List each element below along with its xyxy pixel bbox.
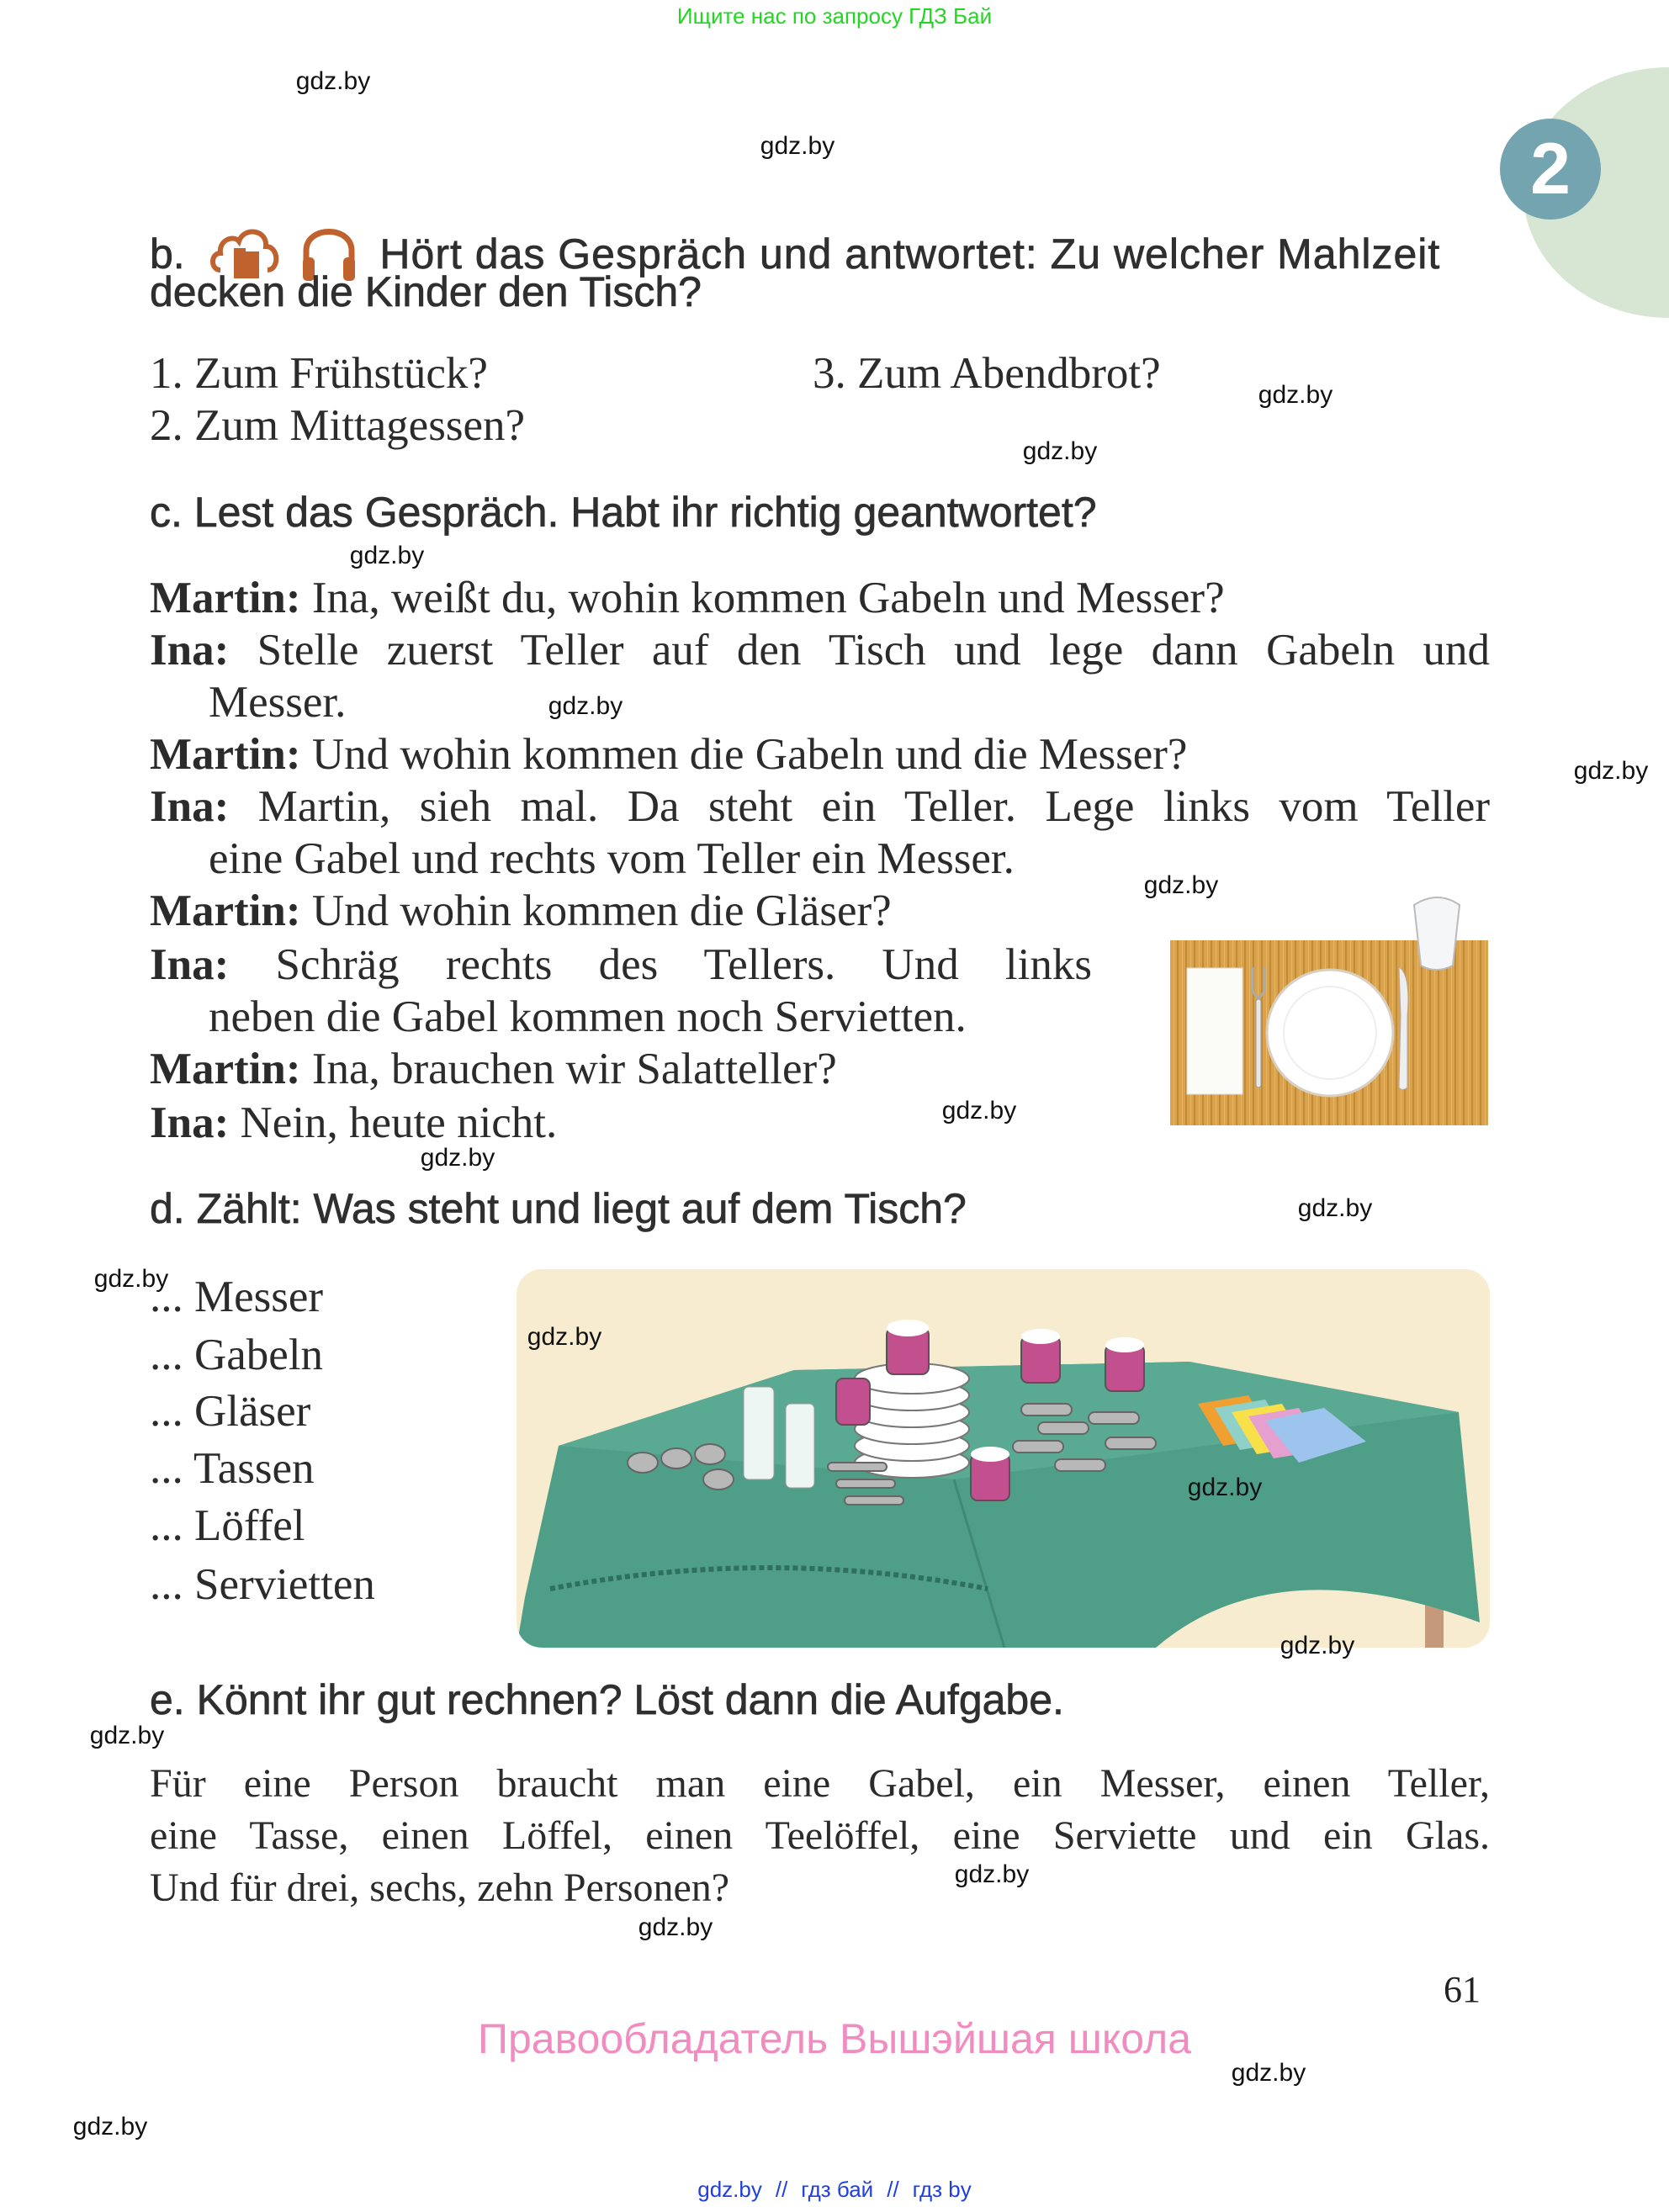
watermark: gdz.by [93, 1265, 169, 1293]
speaker: Martin: [150, 574, 301, 622]
dialogue-line [209, 676, 1490, 728]
section-e-title: e. Könnt ihr gut rechnen? Löst dann die Aufgabe. [150, 1676, 1064, 1723]
count-item-forks: ... Gabeln [150, 1331, 324, 1379]
speaker: Ina: [150, 626, 230, 675]
dialogue-line [209, 833, 1490, 885]
utterance: eine Gabel und rechts vom Teller ein Messer. [209, 834, 1015, 883]
watermark: gdz.by [420, 1144, 495, 1172]
utterance: Messer. [209, 678, 347, 727]
watermark: gdz.by [954, 1860, 1030, 1888]
footer-link-gdz-bai[interactable]: гдз бай [801, 2177, 874, 2202]
watermark: gdz.by [1573, 757, 1649, 785]
count-item-spoons: ... Löffel [150, 1501, 305, 1550]
watermark: gdz.by [89, 1722, 165, 1749]
watermark: gdz.by [349, 542, 425, 569]
watermark: gdz.by [1297, 1194, 1373, 1222]
watermark: gdz.by [72, 2113, 148, 2141]
watermark: gdz.by [941, 1097, 1017, 1125]
dialogue-line [150, 728, 1490, 781]
utterance: Und wohin kommen die Gläser? [300, 886, 892, 935]
copyright-notice: Правообладатель Вышэйшая школа [478, 2015, 1191, 2062]
count-item-napkins: ... Servietten [150, 1560, 375, 1609]
footer-link-gdz-by-cyr[interactable]: гдз by [912, 2177, 972, 2202]
section-d-title: d. Zählt: Was steht und liegt auf dem Tisch? [150, 1185, 967, 1232]
dialogue-line [150, 624, 1490, 676]
section-c-title: c. Lest das Gespräch. Habt ihr richtig geantwortet? [150, 489, 1097, 536]
option-2: 2. Zum Mittagessen? [150, 401, 525, 450]
dialogue-line [150, 939, 1092, 991]
watermark: gdz.by [527, 1323, 602, 1351]
watermark: gdz.by [1187, 1474, 1263, 1501]
speaker: Ina: [150, 782, 230, 831]
task-line-2: eine Tasse, einen Löffel, einen Teelöffel, eine Serviette und ein Glas. [150, 1813, 1490, 1858]
utterance: Schräg rechts des Tellers. Und links [229, 940, 1092, 989]
speaker: Martin: [150, 886, 301, 935]
watermark: gdz.by [760, 132, 835, 160]
dialogue-line [150, 1043, 1092, 1095]
page-number: 61 [1444, 1969, 1481, 2010]
watermark: gdz.by [1022, 437, 1098, 465]
speaker: Martin: [150, 730, 301, 779]
dialogue-line [150, 781, 1490, 833]
search-banner: Ищите нас по запросу ГДЗ Бай [676, 3, 993, 29]
option-3: 3. Zum Abendbrot? [813, 349, 1161, 398]
footer-links [0, 2177, 1669, 2203]
count-item-cups: ... Tassen [150, 1444, 315, 1493]
speaker: Ina: [150, 940, 230, 989]
utterance: Ina, weißt du, wohin kommen Gabeln und Messer? [300, 574, 1225, 622]
dialogue-line [150, 885, 1092, 937]
count-item-glasses: ... Gläser [150, 1387, 311, 1436]
utterance: Martin, sieh mal. Da steht ein Teller. Lege links vom Teller [229, 782, 1490, 831]
task-line-3: Und für drei, sechs, zehn Personen? [150, 1865, 730, 1910]
watermark: gdz.by [1143, 871, 1219, 899]
watermark: gdz.by [1231, 2059, 1306, 2087]
section-b-title-line2: decken die Kinder den Tisch? [150, 268, 702, 315]
dialogue-line [150, 572, 1490, 624]
footer-separator: // [887, 2177, 899, 2202]
place-setting-image [1168, 881, 1490, 1125]
set-table-image [517, 1269, 1490, 1648]
speaker: Martin: [150, 1045, 301, 1093]
watermark: gdz.by [638, 1913, 713, 1941]
section-b-label: b. [150, 230, 185, 278]
count-item-knives: ... Messer [150, 1273, 324, 1321]
footer-separator: // [775, 2177, 788, 2202]
watermark: gdz.by [548, 692, 623, 720]
section-b-title-line1: Hört das Gespräch und antwortet: Zu welcher Mahlzeit [379, 230, 1441, 278]
footer-link-gdz-by[interactable]: gdz.by [697, 2177, 762, 2202]
speaker: Ina: [150, 1098, 230, 1147]
watermark: gdz.by [295, 67, 371, 95]
utterance: Ina, brauchen wir Salatteller? [300, 1045, 837, 1093]
utterance: Und wohin kommen die Gabeln und die Messer? [300, 730, 1188, 779]
utterance: neben die Gabel kommen noch Servietten. [209, 992, 967, 1041]
task-line-1: Für eine Person braucht man eine Gabel, ein Messer, einen Teller, [150, 1761, 1490, 1806]
chapter-badge: 2 [1500, 119, 1601, 220]
option-1: 1. Zum Frühstück? [150, 349, 488, 398]
dialogue-line [209, 991, 1092, 1043]
utterance: Stelle zuerst Teller auf den Tisch und lege dann Gabeln und [229, 626, 1490, 675]
watermark: gdz.by [1280, 1632, 1355, 1659]
watermark: gdz.by [1258, 381, 1333, 409]
utterance: Nein, heute nicht. [229, 1098, 558, 1147]
